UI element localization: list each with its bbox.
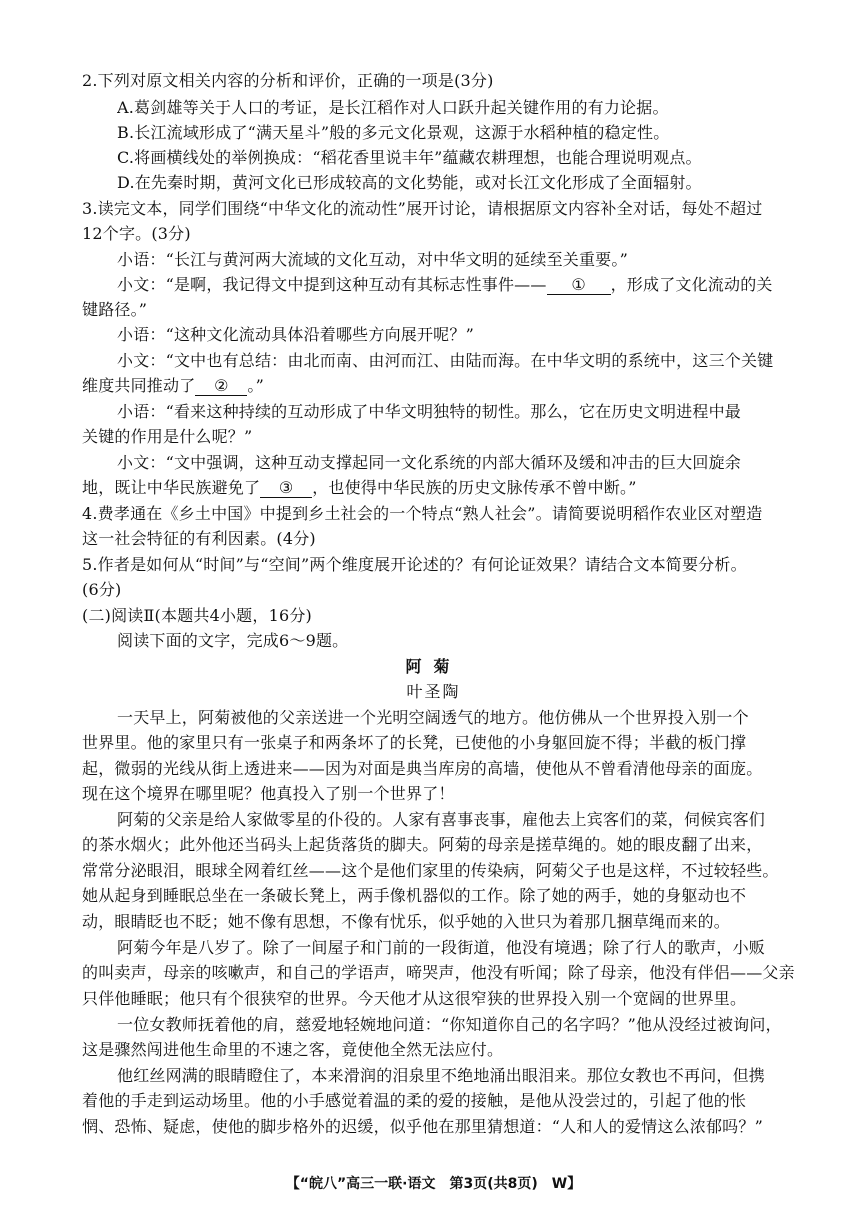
story-line: 的叫卖声，母亲的咳嗽声，和自己的学语声，啼哭声，他没有听闻；除了母亲，他没有伴侣——父亲 <box>82 963 795 982</box>
q3-dialogue-6-cont-post: ，也使得中华民族的历史文脉传承不曾中断。” <box>312 478 637 497</box>
story-line: 世界里。他的家里只有一张桌子和两条坏了的长凳，已使他的小身躯回旋不得；半截的板门撑 <box>82 733 747 752</box>
story-line: 常常分泌眼泪，眼球全网着红丝——这个是他们家里的传染病，阿菊父子也是这样，不过较轻些。 <box>82 861 779 880</box>
story-line: 这是骤然闯进他生命里的不速之客，竟使他全然无法应付。 <box>82 1040 504 1059</box>
story-line: 现在这个境界在哪里呢？他真投入了别一个世界了！ <box>82 784 455 803</box>
q3-dialogue-2 <box>117 274 807 296</box>
answer-blank-2[interactable]: ② <box>195 377 247 396</box>
q3-dialogue-6: 小文：“文中强调，这种互动支撑起同一文化系统的内部大循环及缓和冲击的巨大回旋余 <box>117 453 741 472</box>
q3-dialogue-2-post: ，形成了文化流动的关 <box>610 275 773 294</box>
q3-dialogue-5-cont: 关键的作用是什么呢？” <box>82 427 253 446</box>
q3-dialogue-3: 小语：“这种文化流动具体沿着哪些方向展开呢？” <box>117 325 474 344</box>
section2-heading: (二)阅读Ⅱ(本题共4小题，16分) <box>82 606 312 625</box>
q4-line1: 4.费孝通在《乡土中国》中提到乡土社会的一个特点“熟人社会”。请简要说明稻作农业区对塑造 <box>82 504 763 523</box>
story-line: 他红丝网满的眼睛瞪住了，本来滑润的泪泉里不绝地涌出眼泪来。那位女教也不再问，但携 <box>117 1066 766 1085</box>
q2-option-b: B.长江流域形成了“满天星斗”般的多元文化景观，这源于水稻种植的稳定性。 <box>117 123 670 142</box>
story-line: 惘、恐怖、疑虑，使他的脚步格外的迟缓，似乎他在那里猜想道：“人和人的爱情这么浓郁吗？” <box>82 1117 763 1136</box>
section2-instruction: 阅读下面的文字，完成6～9题。 <box>117 631 349 650</box>
page-footer: 【“皖八”高三一联·语文 第3页(共8页) W】 <box>285 1176 582 1192</box>
answer-blank-1[interactable]: ① <box>547 276 611 295</box>
q4-line2: 这一社会特征的有利因素。(4分) <box>82 529 316 548</box>
q3-dialogue-5: 小语：“看来这种持续的互动形成了中华文明独特的韧性。那么，它在历史文明进程中最 <box>117 402 741 421</box>
q3-dialogue-2-pre: 小文：“是啊，我记得文中提到这种互动有其标志性事件—— <box>117 275 547 294</box>
q5-line2: (6分) <box>82 580 122 599</box>
story-line: 着他的手走到运动场里。他的小手感觉着温的柔的爱的接触，是他从没尝过的，引起了他的怅 <box>82 1091 747 1110</box>
story-line: 只伴他睡眠；他只有个很狭窄的世界。今天他才从这很窄狭的世界投入别一个宽阔的世界里。 <box>82 989 747 1008</box>
story-line: 动，眼睛眨也不眨；她不像有思想，不像有忧乐，似乎她的入世只为着那几捆草绳而来的。 <box>82 912 731 931</box>
story-line: 阿菊今年是八岁了。除了一间屋子和门前的一段街道，他没有境遇；除了行人的歌声，小贩 <box>117 938 766 957</box>
story-line: 的茶水烟火；此外他还当码头上起货落货的脚夫。阿菊的母亲是搓草绳的。她的眼皮翻了出来， <box>82 835 763 854</box>
q3-stem-line1: 3.读完文本，同学们围绕“中华文化的流动性”展开讨论，请根据原文内容补全对话，每处不超过 <box>82 199 763 218</box>
q2-option-d: D.在先秦时期，黄河文化已形成较高的文化势能，或对长江文化形成了全面辐射。 <box>117 173 702 192</box>
q3-dialogue-2-cont: 键路径。” <box>82 300 148 319</box>
q3-dialogue-4-cont <box>82 375 808 397</box>
story-line: 一位女教师抚着他的肩，慈爱地轻婉地问道：“你知道你自己的名字吗？”他从没经过被询问， <box>117 1015 782 1034</box>
q2-stem: 2.下列对原文相关内容的分析和评价，正确的一项是(3分) <box>82 71 494 90</box>
q2-option-c: C.将画横线处的举例换成：“稻花香里说丰年”蕴藏农耕理想，也能合理说明观点。 <box>117 148 702 167</box>
q3-dialogue-4-cont-pre: 维度共同推动了 <box>82 376 196 395</box>
story-author: 叶圣陶 <box>406 682 461 701</box>
answer-blank-3[interactable]: ③ <box>260 479 312 498</box>
q3-dialogue-6-cont-pre: 地，既让中华民族避免了 <box>82 478 261 497</box>
story-title: 阿菊 <box>405 657 462 676</box>
story-line: 起，微弱的光线从街上透进来——因为对面是典当库房的高墙，使他从不曾看清他母亲的面庞。 <box>82 759 763 778</box>
story-line: 一天早上，阿菊被他的父亲送进一个光明空阔透气的地方。他仿佛从一个世界投入别一个 <box>117 708 749 727</box>
q3-dialogue-4-cont-post: 。” <box>247 376 264 395</box>
story-line: 阿菊的父亲是给人家做零星的仆役的。人家有喜事丧事，雇他去上宾客们的菜，伺候宾客们 <box>117 810 766 829</box>
q5-line1: 5.作者是如何从“时间”与“空间”两个维度展开论述的？有何论证效果？请结合文本简要分析。 <box>82 555 747 574</box>
q3-dialogue-1: 小语：“长江与黄河两大流域的文化互动，对中华文明的延续至关重要。” <box>117 250 628 269</box>
q3-dialogue-4: 小文：“文中也有总结：由北而南、由河而江、由陆而海。在中华文明的系统中，这三个关键 <box>117 351 774 370</box>
story-line: 她从起身到睡眠总坐在一条破长凳上，两手像机器似的工作。除了她的两手，她的身躯动也不 <box>82 886 747 905</box>
q2-option-a: A.葛剑雄等关于人口的考证，是长江稻作对人口跃升起关键作用的有力论据。 <box>117 98 669 117</box>
q3-stem-line2: 12个字。(3分) <box>82 224 191 243</box>
q3-dialogue-6-cont <box>82 477 808 499</box>
